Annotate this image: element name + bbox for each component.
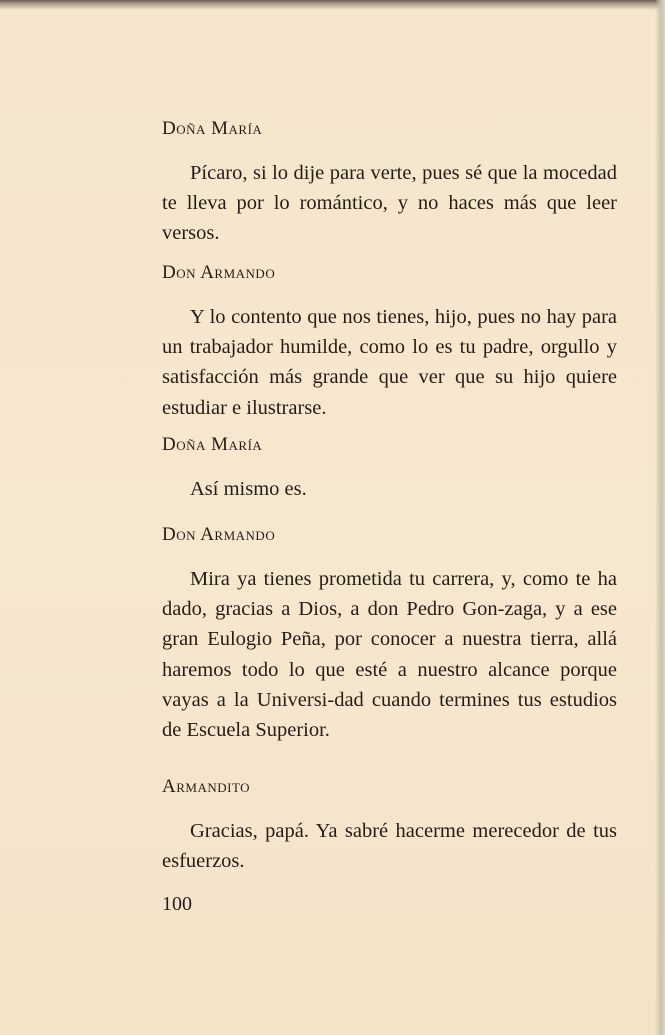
speech-text: Y lo contento que nos tienes, hijo, pues no hay para un trabajador humilde, como lo es tu padre, orgullo y satisfacción más grande que ver que su hijo quiere estudiar e ilustrarse. [162, 306, 617, 419]
speech-block [162, 262, 617, 423]
speech-text: Así mismo es. [190, 478, 307, 500]
speaker-name: Don Armando [162, 524, 276, 545]
speech-block [162, 524, 617, 745]
speech-text: Gracias, papá. Ya sabré hacerme merecedor de tus esfuerzos. [162, 820, 617, 873]
speaker-name: Doña María [162, 118, 263, 139]
speaker-name: Don Armando [162, 262, 276, 283]
speaker-name: Doña María [162, 434, 263, 455]
speech-text: Pícaro, si lo dije para verte, pues sé que la mocedad te lleva por lo romántico, y no haces más que leer versos. [162, 162, 617, 245]
speech-block [162, 434, 617, 504]
speech-text: Mira ya tienes prometida tu carrera, y, como te ha dado, gracias a Dios, a don Pedro Gon-zaga, y a ese gran Eulogio Peña, por conocer a nuestra tierra, allá haremos todo lo que esté a nuestro alcance porque vayas a la Universi-dad cuando termines tus estudios de Escuela Superior. [162, 568, 617, 742]
speaker-name: Armandito [162, 776, 251, 797]
speech-block [162, 776, 617, 876]
speech-block [162, 118, 617, 249]
page-number: 100 [162, 893, 192, 915]
